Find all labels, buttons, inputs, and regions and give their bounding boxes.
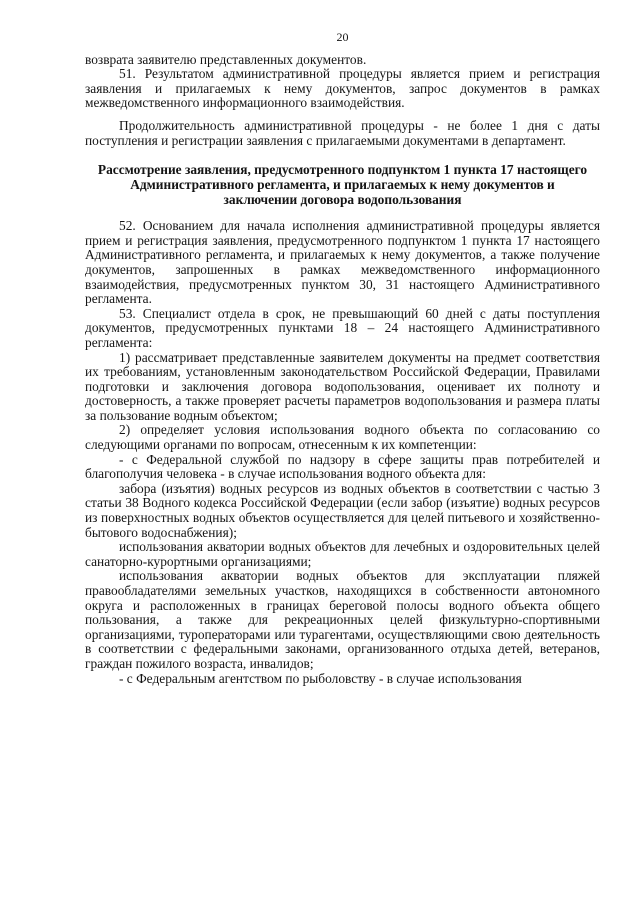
paragraph: возврата заявителю представленных документов. [85, 51, 367, 67]
document-page [85, 30, 600, 686]
paragraph: забора (изъятия) водных ресурсов из водных объектов в соответствии с частью 3 статьи 38 Водного кодекса Российской Федерации (если забор (изъятие) водных ресурсов из поверхностных водных объектов осуществляется для целей питьевого и хозяйственно-бытового водоснабжения); [85, 480, 600, 540]
paragraph: 1) рассматривает представленные заявителем документы на предмет соответствия их требованиям, установленным законодательством Российской Федерации, Правилами подготовки и заключения договора водопользования, оценивает их полноту и достоверность, а также проверяет расчеты параметров водопользования и размера платы за пользование водным объектом; [85, 349, 600, 423]
paragraph: использования акватории водных объектов для лечебных и оздоровительных целей санаторно-курортными организациями; [85, 539, 600, 569]
paragraph: - с Федеральным агентством по рыболовству - в случае использования [119, 670, 522, 686]
section-heading: Рассмотрение заявления, предусмотренного подпунктом 1 пункта 17 настоящего Административного регламента, и прилагаемых к нему документов и заключении договора водопользования [97, 162, 588, 208]
paragraph: Продолжительность административной процедуры - не более 1 дня с даты поступления и регистрации заявления с прилагаемыми документами в департамент. [85, 117, 600, 148]
paragraph: 53. Специалист отдела в срок, не превышающий 60 дней с даты поступления документов, предусмотренных пунктами 18 – 24 настоящего Административного регламента: [85, 305, 600, 350]
paragraph: 52. Основанием для начала исполнения административной процедуры является прием и регистрация заявления, предусмотренного подпунктом 1 пункта 17 настоящего Административного регламента, и прилагаемых к нему документов, а также получение документов, запрошенных в рамках межведомственного информационного взаимодействия, предусмотренных пунктом 30, 31 настоящего Административного регламента. [85, 218, 600, 307]
paragraph: 2) определяет условия использования водного объекта по согласованию со следующими органами по вопросам, отнесенным к их компетенции: [85, 422, 600, 453]
paragraph: использования акватории водных объектов для эксплуатации пляжей правообладателями земельных участков, находящихся в собственности автономного округа и расположенных в границах береговой полосы водного объекта общего пользования, а также для рекреационных целей физкультурно-спортивными организациями, туроператорами или турагентами, осуществляющими свою деятельность в соответствии с федеральными законами, организованного отдыха детей, ветеранов, граждан пожилого возраста, инвалидов; [85, 568, 600, 671]
page-number: 20 [336, 30, 349, 44]
paragraph: 51. Результатом административной процедуры является прием и регистрация заявления и прилагаемых к нему документов, запрос документов в рамках межведомственного информационного взаимодействия. [85, 66, 600, 111]
paragraph: - с Федеральной службой по надзору в сфере защиты прав потребителей и благополучия человека - в случае использования водного объекта для: [85, 451, 600, 482]
